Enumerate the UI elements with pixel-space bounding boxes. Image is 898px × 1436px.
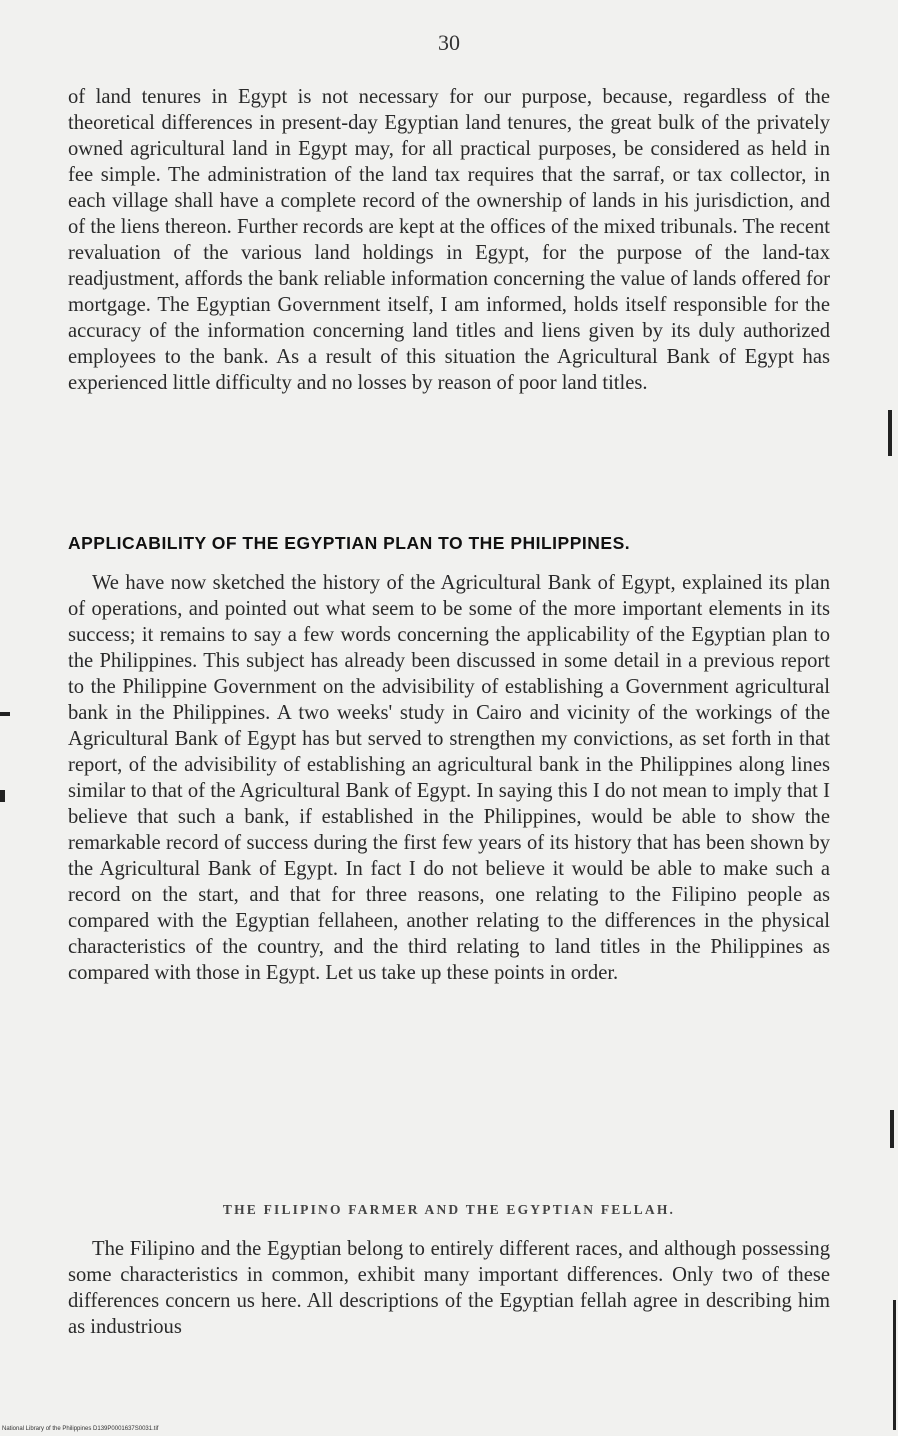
scan-edge-mark	[890, 1110, 894, 1148]
paragraph-land-tenures: of land tenures in Egypt is not necessary for our purpose, because, regardless of the theoretical differences in present-day Egyptian land tenures, the great bulk of the privately owned agricultural land in Egypt may, for all practical purposes, be considered as held in fee simple. The administration of the land tax requires that the sarraf, or tax collector, in each village shall have a complete record of the ownership of lands in his jurisdiction, and of the liens thereon. Further records are kept at the offices of the mixed tribunals. The recent revaluation of the various land holdings in Egypt, for the purpose of the land-tax readjustment, affords the bank reliable information concerning the value of lands offered for mortgage. The Egyptian Government itself, I am informed, holds itself responsible for the accuracy of the information concerning land titles and liens given by its duly authorized employees to the bank. As a result of this situation the Agricultural Bank of Egypt has experienced little difficulty and no losses by reason of poor land titles.	[68, 86, 830, 394]
scan-edge-mark	[0, 790, 5, 802]
page-number: 30	[438, 30, 460, 55]
section-subheading-filipino-farmer: THE FILIPINO FARMER AND THE EGYPTIAN FELLAH.	[222, 1202, 676, 1217]
scan-edge-mark	[0, 712, 10, 716]
section-heading-applicability: APPLICABILITY OF THE EGYPTIAN PLAN TO THE PHILIPPINES.	[68, 533, 631, 553]
scan-edge-mark	[888, 410, 892, 456]
paragraph-filipino-farmer: The Filipino and the Egyptian belong to entirely different races, and although possessing some characteristics in common, exhibit many important differences. Only two of these differences concern us here. All descriptions of the Egyptian fellah agree in describing him as industrious	[68, 1238, 830, 1338]
scan-footer: National Library of the Philippines D139P0001637S0031.tif	[2, 1426, 159, 1432]
scan-edge-mark	[893, 1300, 896, 1430]
paragraph-applicability: We have now sketched the history of the Agricultural Bank of Egypt, explained its plan of operations, and pointed out what seem to be some of the more important elements in its success; it remains to say a few words concerning the applicability of the Egyptian plan to the Philippines. This subject has already been discussed in some detail in a previous report to the Philippine Government on the advisibility of establishing a Government agricultural bank in the Philippines. A two weeks' study in Cairo and vicinity of the workings of the Agricultural Bank of Egypt has but served to strengthen my convictions, as set forth in that report, of the advisibility of establishing an agricultural bank in the Philippines along lines similar to that of the Agricultural Bank of Egypt. In saying this I do not mean to imply that I believe that such a bank, if established in the Philippines, would be able to show the remarkable record of success during the first few years of its history that has been shown by the Agricultural Bank of Egypt. In fact I do not believe it would be able to make such a record on the start, and that for three reasons, one relating to the Filipino people as compared with the Egyptian fellaheen, another relating to the differences in the physical characteristics of the country, and the third relating to land titles in the Philippines as compared with those in Egypt. Let us take up these points in order.	[68, 572, 830, 984]
